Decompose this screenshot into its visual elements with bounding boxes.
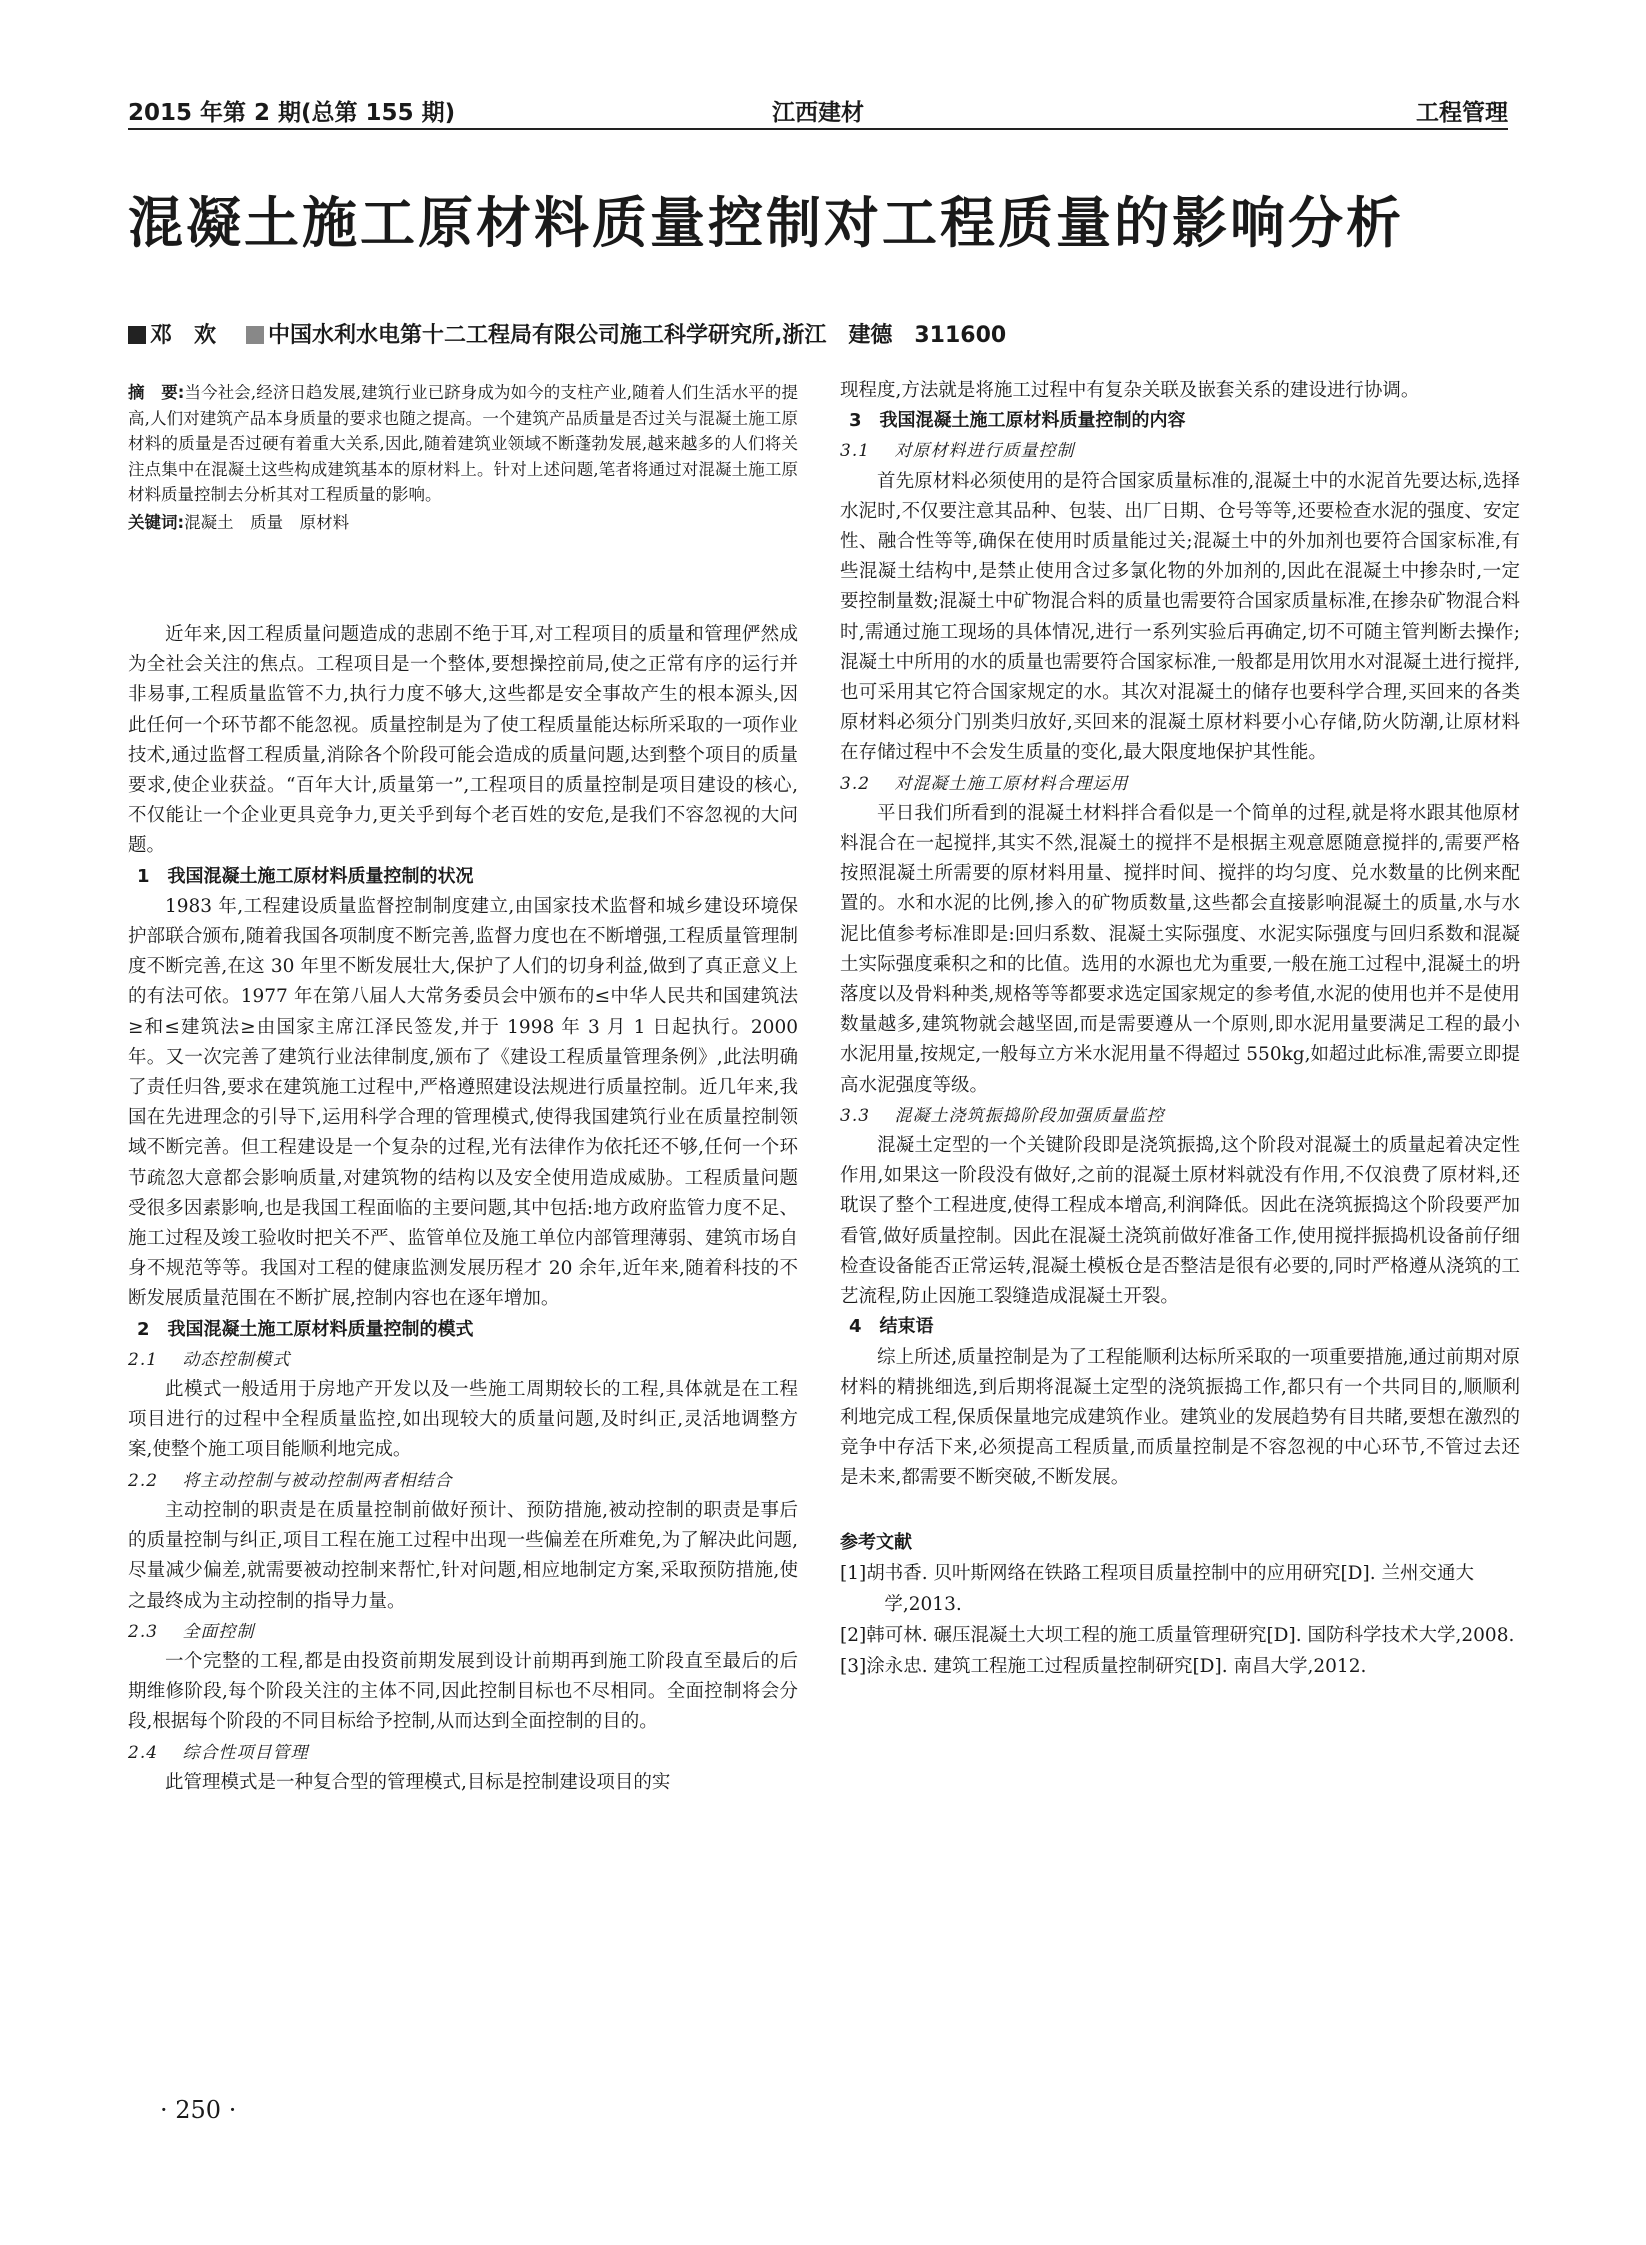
abstract-paragraph [128,380,798,508]
abstract-block [128,380,798,535]
affiliation-square-icon [246,326,264,344]
section-2-2-paragraph: 主动控制的职责是在质量控制前做好预计、预防措施,被动控制的职责是事后的质量控制与纠正,项目工程在施工过程中出现一些偏差在所难免,为了解决此问题,尽量减少偏差,就需要被动控制来帮忙,针对问题,相应地制定方案,采取预防措施,使之最终成为主动控制的指导力量。 [128,1499,798,1612]
section-3-3-paragraph: 混凝土定型的一个关键阶段即是浇筑振捣,这个阶段对混凝土的质量起着决定性作用,如果这一阶段没有做好,之前的混凝土原材料就没有作用,不仅浪费了原材料,还耽误了整个工程进度,使得工程成本增高,利润降低。因此在浇筑振捣这个阶段要严加看管,做好质量控制。因此在混凝土浇筑前做好准备工作,使用搅拌振捣机设备前仔细检查设备能否正常运转,混凝土模板仓是否整洁是很有必要的,同时严格遵从浇筑的工艺流程,防止因施工裂缝造成混凝土开裂。 [840,1135,1520,1308]
section-4-paragraph: 综上所述,质量控制是为了工程能顺利达标所采取的一项重要措施,通过前期对原材料的精挑细选,到后期将混凝土定型的浇筑振捣工作,都只有一个共同目的,顺顺利利地完成工程,保质保量地完成建筑作业。建筑业的发展趋势有目共睹,要想在激烈的竞争中存活下来,必须提高工程质量,而质量控制是不容忽视的中心环节,不管过去还是未来,都需要不断突破,不断发展。 [840,1346,1520,1489]
reference-item: [1]胡书香. 贝叶斯网络在铁路工程项目质量控制中的应用研究[D]. 兰州交通大学,2013. [840,1562,1474,1615]
journal-name: 江西建材 [772,100,864,126]
section-2-heading: 2 我国混凝土施工原材料质量控制的模式 [137,1318,474,1340]
keywords-label: 关键词: [128,512,185,532]
right-column [840,376,1520,1682]
section-name: 工程管理 [1416,100,1508,126]
section-2-4-heading: 2.4 综合性项目管理 [128,1742,309,1763]
section-4-heading: 4 结束语 [849,1316,934,1338]
section-2-1-paragraph: 此模式一般适用于房地产开发以及一些施工周期较长的工程,具体就是在工程项目进行的过程中全程质量监控,如出现较大的质量问题,及时纠正,灵活地调整方案,使整个施工项目能顺利地完成。 [128,1379,798,1461]
section-2-4-paragraph: 此管理模式是一种复合型的管理模式,目标是控制建设项目的实 [165,1771,671,1793]
issue-info: 2015 年第 2 期(总第 155 期) [128,100,456,126]
page-number: · 250 · [160,2096,237,2124]
author-name: 邓 欢 [150,323,217,348]
abstract-text: 当今社会,经济日趋发展,建筑行业已跻身成为如今的支柱产业,随着人们生活水平的提高,人们对建筑产品本身质量的要求也随之提高。一个建筑产品质量是否过关与混凝土施工原材料的质量是否过硬有着重大关系,因此,随着建筑业领域不断蓬勃发展,越来越多的人们将关注点集中在混凝土这些构成建筑基本的原材料上。针对上述问题,笔者将通过对混凝土施工原材料质量控制去分析其对工程质量的影响。 [128,383,798,504]
section-2-1-heading: 2.1 动态控制模式 [128,1349,291,1370]
section-3-heading: 3 我国混凝土施工原材料质量控制的内容 [849,410,1186,432]
running-header [128,88,1508,130]
section-3-2-heading: 3.2 对混凝土施工原材料合理运用 [840,773,1129,794]
section-3-3-heading: 3.3 混凝土浇筑振捣阶段加强质量监控 [840,1105,1165,1126]
article-title: 混凝土施工原材料质量控制对工程质量的影响分析 [128,191,1405,255]
author-affiliation: 中国水利水电第十二工程局有限公司施工科学研究所,浙江 建德 311600 [268,323,1007,348]
author-line [128,318,1528,349]
keywords-line [128,510,798,536]
section-3-1-paragraph: 首先原材料必须使用的是符合国家质量标准的,混凝土中的水泥首先要达标,选择水泥时,不仅要注意其品种、包装、出厂日期、仓号等等,还要检查水泥的强度、安定性、融合性等等,确保在使用时质量能过关;混凝土中的外加剂也要符合国家标准,有些混凝土结构中,是禁止使用含过多氯化物的外加剂的,因此在混凝土中掺杂时,一定要控制量数;混凝土中矿物混合料的质量也需要符合国家质量标准,在掺杂矿物混合料时,需通过施工现场的具体情况,进行一系列实验后再确定,切不可随主管判断去操作;混凝土中所用的水的质量也需要符合国家标准,一般都是用饮用水对混凝土进行搅拌,也可采用其它符合国家规定的水。其次对混凝土的储存也要科学合理,买回来的各类原材料必须分门别类归放好,买回来的混凝土原材料要小心存储,防火防潮,让原材料在存储过程中不会发生质量的变化,最大限度地保护其性能。 [840,470,1520,764]
section-2-2-heading: 2.2 将主动控制与被动控制两者相结合 [128,1470,453,1491]
keywords-text: 混凝土 质量 原材料 [184,512,350,532]
reference-item: [2]韩可林. 碾压混凝土大坝工程的施工质量管理研究[D]. 国防科学技术大学,2008. [840,1624,1515,1646]
section-3-1-heading: 3.1 对原材料进行质量控制 [840,441,1075,462]
section-3-2-paragraph: 平日我们所看到的混凝土材料拌合看似是一个简单的过程,就是将水跟其他原材料混合在一起搅拌,其实不然,混凝土的搅拌不是根据主观意愿随意搅拌的,需要严格按照混凝土所需要的原材料用量、搅拌时间、搅拌的均匀度、兑水数量的比例来配置的。水和水泥的比例,掺入的矿物质数量,这些都会直接影响混凝土的质量,水与水泥比值参考标准即是:回归系数、混凝土实际强度、水泥实际强度与回归系数和混凝土实际强度乘积之和的比值。选用的水源也尤为重要,一般在施工过程中,混凝土的坍落度以及骨料种类,规格等等都要求选定国家规定的参考值,水泥的使用也并不是使用数量越多,建筑物就会越坚固,而是需要遵从一个原则,即水泥用量要满足工程的最小水泥用量,按规定,一般每立方米水泥用量不得超过 550kg,如超过此标准,需要立即提高水泥强度等级。 [840,802,1520,1096]
abstract-label: 摘 要: [128,383,185,402]
section-2-4-continued: 现程度,方法就是将施工过程中有复杂关联及嵌套关系的建设进行协调。 [840,380,1420,401]
author-square-icon [128,326,146,344]
references-heading: 参考文献 [840,1531,912,1553]
section-2-3-heading: 2.3 全面控制 [128,1621,255,1642]
section-1-paragraph: 1983 年,工程建设质量监督控制制度建立,由国家技术监督和城乡建设环境保护部联合颁布,随着我国各项制度不断完善,监督力度也在不断增强,工程质量管理制度不断完善,在这 30 年里不断发展壮大,保护了人们的切身利益,做到了真正意义上的有法可依。1977 年在第八届人大常务委员会中颁布的≤中华人民共和国建筑法≥和≤建筑法≥由国家主席江泽民签发,并于 1998 年 3 月 1 日起执行。2000 年。又一次完善了建筑行业法律制度,颁布了《建设工程质量管理条例》,此法明确了责任归咎,要求在建筑施工过程中,严格遵照建设法规进行质量控制。近几年来,我国在先进理念的引导下,运用科学合理的管理模式,使得我国建筑行业在质量控制领域不断完善。但工程建设是一个复杂的过程,光有法律作为依托还不够,任何一个环节疏忽大意都会影响质量,对建筑物的结构以及安全使用造成威胁。工程质量问题受很多因素影响,也是我国工程面临的主要问题,其中包括:地方政府监管力度不足、施工过程及竣工验收时把关不严、监管单位及施工单位内部管理薄弱、建筑市场自身不规范等等。我国对工程的健康监测发展历程才 20 余年,近年来,随着科技的不断发展质量范围在不断扩展,控制内容也在逐年增加。 [128,895,798,1310]
reference-item: [3]涂永忠. 建筑工程施工过程质量控制研究[D]. 南昌大学,2012. [840,1655,1367,1677]
left-column [128,620,798,1798]
section-1-heading: 1 我国混凝土施工原材料质量控制的状况 [137,865,474,887]
section-2-3-paragraph: 一个完整的工程,都是由投资前期发展到设计前期再到施工阶段直至最后的后期维修阶段,每个阶段关注的主体不同,因此控制目标也不尽相同。全面控制将会分段,根据每个阶段的不同目标给予控制,从而达到全面控制的目的。 [128,1650,798,1733]
intro-paragraph: 近年来,因工程质量问题造成的悲剧不绝于耳,对工程项目的质量和管理俨然成为全社会关注的焦点。工程项目是一个整体,要想操控前局,使之正常有序的运行并非易事,工程质量监管不力,执行力度不够大,这些都是安全事故产生的根本源头,因此任何一个环节都不能忽视。质量控制是为了使工程质量能达标所采取的一项作业技术,通过监督工程质量,消除各个阶段可能会造成的质量问题,达到整个项目的质量要求,使企业获益。“百年大计,质量第一”,工程项目的质量控制是项目建设的核心,不仅能让一个企业更具竞争力,更关乎到每个老百姓的安危,是我们不容忽视的大问题。 [128,624,798,857]
